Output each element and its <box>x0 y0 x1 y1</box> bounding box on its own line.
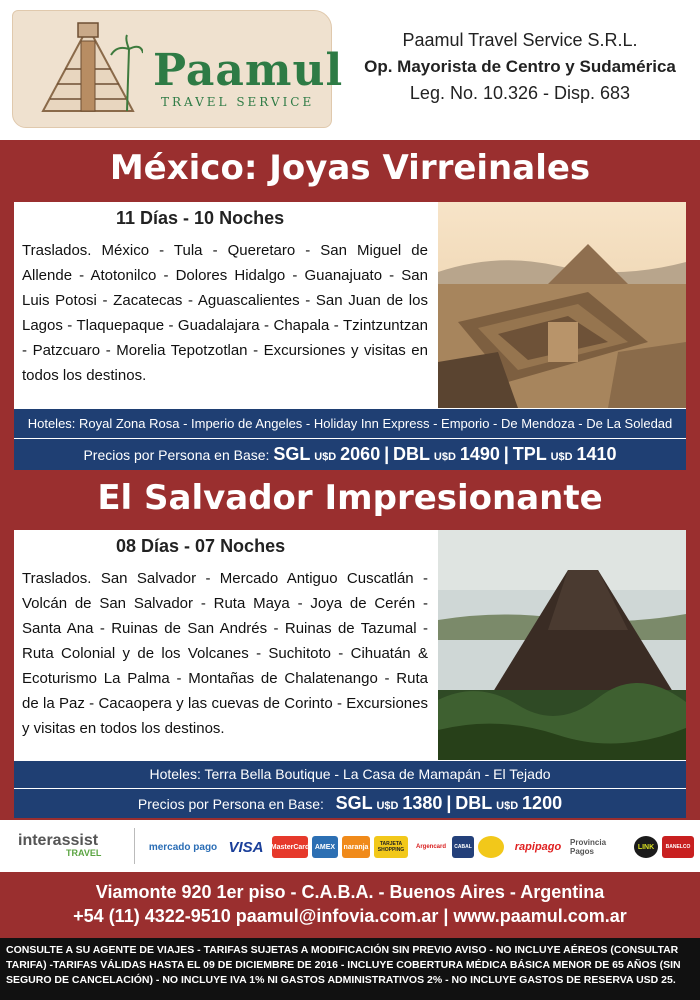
mastercard-label: MasterCard <box>270 843 310 851</box>
logo-name: Paamul <box>153 45 344 96</box>
mexico-dbl-price: 1490 <box>459 444 500 464</box>
link-logo[interactable] <box>634 836 658 858</box>
footer <box>0 872 700 1000</box>
shopping-label: TARJETA SHOPPING <box>377 841 405 853</box>
mexico-sgl-price: 2060 <box>340 444 381 464</box>
mexico-duration: 11 Días - 10 Noches <box>116 208 285 228</box>
salvador-title: El Salvador Impresionante <box>97 478 603 518</box>
salvador-hotels-bar <box>14 760 686 788</box>
company-name: Paamul Travel Service S.R.L. <box>402 30 638 50</box>
company-legajo: Leg. No. 10.326 - Disp. 683 <box>409 83 631 103</box>
salvador-details-box <box>14 530 438 760</box>
interassist-name: interassist <box>18 832 99 849</box>
mexico-prices-label: Precios por Persona en Base: <box>83 447 270 463</box>
salvador-description: Traslados. San Salvador - Mercado Antiguo Cuscatlán - Volcán de San Salvador - Ruta Maya - Joya de Cerén - Santa Ana - Ruinas de San Andrés - Ruinas de Tazumal - Ruta Colonial y de los Volcanes - Suchitoto - Cihuatán & Ecoturismo La Palma - Montañas de Chalatenango - Ruta de la Paz - Cacaopera y las cuevas de Corinto - Excursiones y visitas en todos los destinos. <box>22 570 428 737</box>
volcano-image <box>438 530 686 760</box>
rapipago-logo[interactable] <box>510 836 566 858</box>
salvador-currency: U$D <box>496 800 519 812</box>
salvador-currency: U$D <box>376 800 399 812</box>
shopping-logo[interactable] <box>374 836 408 858</box>
contact-line[interactable]: +54 (11) 4322-9510 paamul@infovia.com.ar | www.paamul.com.ar <box>73 906 627 926</box>
mexico-currency: U$D <box>314 451 337 463</box>
salvador-sep: | <box>446 793 452 813</box>
mercadopago-logo[interactable] <box>146 836 220 858</box>
provincia-pagos-logo[interactable] <box>570 836 628 858</box>
pyramid-icon <box>33 19 143 119</box>
pagofacil-logo[interactable] <box>478 836 504 858</box>
payment-methods-strip <box>0 820 700 872</box>
mexico-details-box <box>14 202 438 408</box>
salvador-hotels: Hoteles: Terra Bella Boutique - La Casa de Mamapán - El Tejado <box>149 766 551 782</box>
paamul-logo[interactable] <box>12 10 344 128</box>
argencard-logo[interactable] <box>414 836 448 858</box>
mexico-prices-bar <box>14 438 686 470</box>
naranja-logo[interactable] <box>342 836 370 858</box>
visa-label: VISA <box>228 838 264 856</box>
contact-block <box>0 880 700 928</box>
banelco-label: BANELCO <box>665 844 691 850</box>
salvador-dbl-label: DBL <box>455 793 493 813</box>
mexico-dbl-label: DBL <box>393 444 431 464</box>
salvador-sgl-label: SGL <box>335 793 373 813</box>
teotihuacan-image <box>438 202 686 408</box>
mexico-currency: U$D <box>433 451 456 463</box>
address: Viamonte 920 1er piso - C.A.B.A. - Buenos Aires - Argentina <box>95 882 605 902</box>
legal-disclaimer: CONSULTE A SU AGENTE DE VIAJES - TARIFAS SUJETAS A MODIFICACIÓN SIN PREVIO AVISO - NO INCLUYE AÉREOS (CONSULTAR TARIFA) -TARIFAS VÁLIDAS HASTA EL 09 DE DICIEMBRE DE 2016 - INCLUYE COBERTURA MÉDICA BÁSICA MENOR DE 65 AÑOS (SIN SEGURO DE CANCELACIÓN) - NO INCLUYE IVA 1% NI GASTOS ADMINISTRATIVOS 2% - NO INCLUYE GASTOS DE RESERVA USD 25. <box>0 938 700 1000</box>
mexico-currency: U$D <box>550 451 573 463</box>
mexico-hotels-bar <box>14 408 686 438</box>
interassist-sub: TRAVEL <box>66 848 102 858</box>
mexico-tpl-label: TPL <box>512 444 547 464</box>
rapipago-label: rapipago <box>514 841 562 853</box>
offers-section <box>0 140 700 820</box>
logo-subtitle: TRAVEL SERVICE <box>161 95 315 109</box>
company-info <box>350 30 690 104</box>
salvador-duration: 08 Días - 07 Noches <box>116 536 286 556</box>
mexico-title: México: Joyas Virreinales <box>109 148 591 188</box>
header <box>0 0 700 140</box>
salvador-photo <box>438 530 686 760</box>
mercadopago-label: mercado pago <box>148 841 218 853</box>
mastercard-logo[interactable] <box>272 836 308 858</box>
mexico-sep: | <box>384 444 390 464</box>
mexico-hotels: Hoteles: Royal Zona Rosa - Imperio de Angeles - Holiday Inn Express - Emporio - De Mendoza - De La Soledad <box>27 416 673 431</box>
provincia-label: Provincia Pagos <box>570 838 607 856</box>
argencard-label: Argencard <box>415 844 446 850</box>
salvador-prices-label: Precios por Persona en Base: <box>137 796 324 812</box>
mexico-photo <box>438 202 686 408</box>
cabal-label: CABAL <box>454 844 472 850</box>
amex-label: AMEX <box>314 843 336 851</box>
salvador-prices-bar <box>14 788 686 818</box>
link-label: LINK <box>637 843 655 851</box>
salvador-sgl-price: 1380 <box>402 793 443 813</box>
banelco-logo[interactable] <box>662 836 694 858</box>
amex-logo[interactable] <box>312 836 338 858</box>
mexico-sep: | <box>503 444 509 464</box>
divider <box>134 828 135 864</box>
mexico-tpl-price: 1410 <box>576 444 617 464</box>
mexico-sgl-label: SGL <box>273 444 311 464</box>
interassist-logo[interactable] <box>18 832 101 858</box>
company-role: Op. Mayorista de Centro y Sudamérica <box>364 57 676 76</box>
visa-logo[interactable] <box>224 836 268 858</box>
salvador-dbl-price: 1200 <box>522 793 563 813</box>
cabal-logo[interactable] <box>452 836 474 858</box>
mexico-description: Traslados. México - Tula - Queretaro - San Miguel de Allende - Atotonilco - Dolores Hidalgo - Guanajuato - San Luis Potosi - Zacatecas - Aguascalientes - San Juan de los Lagos - Tlaquepaque - Guadalajara - Chapala - Tzintzuntzan - Patzcuaro - Morelia Tepotzotlan - Excursiones y visitas en todos los destinos. <box>22 242 428 384</box>
naranja-label: naranja <box>343 843 369 851</box>
